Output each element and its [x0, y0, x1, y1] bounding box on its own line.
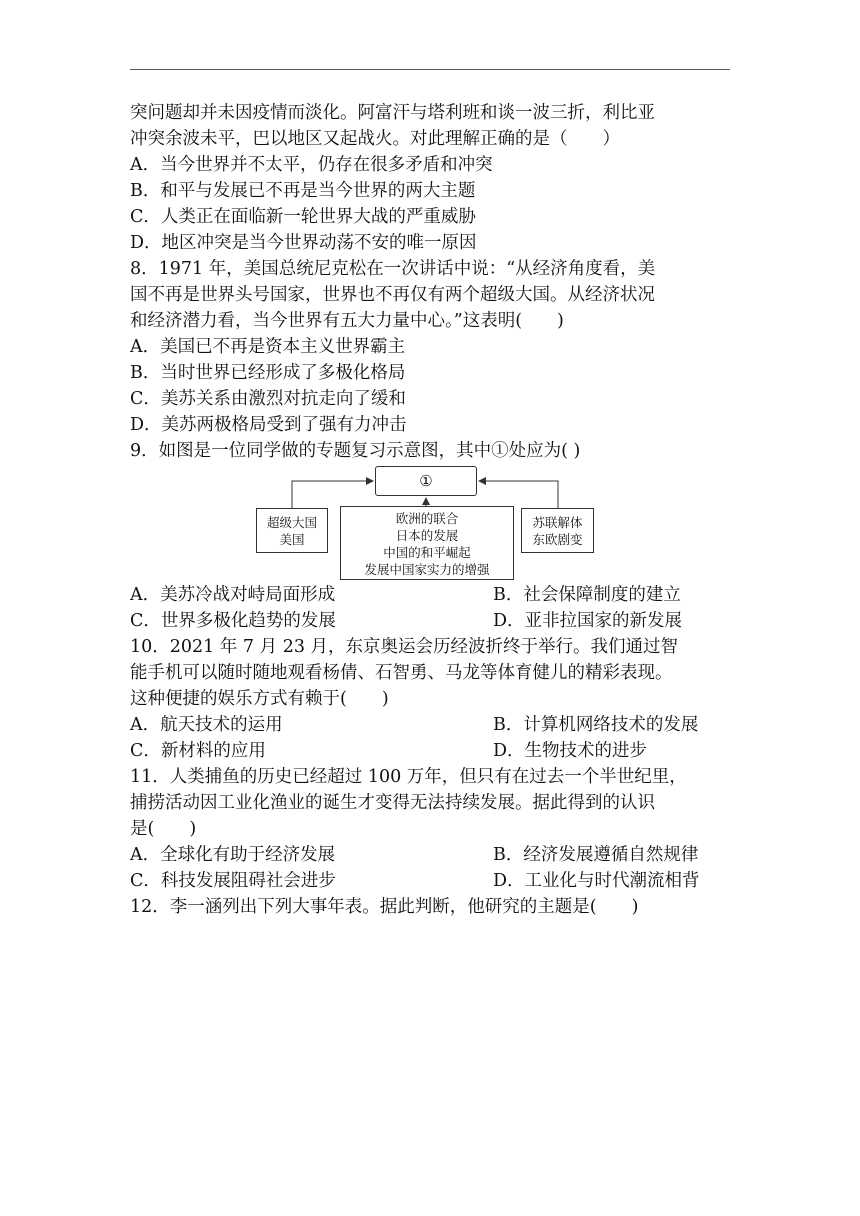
option-d: D．美苏两极格局受到了强有力冲击: [130, 415, 407, 435]
option-c: C．世界多极化趋势的发展: [130, 611, 336, 631]
option-d: D．亚非拉国家的新发展: [493, 611, 683, 631]
header-rule: [130, 69, 730, 70]
question-text-line: 能手机可以随时随地观看杨倩、石智勇、马龙等体育健儿的精彩表现。: [130, 663, 673, 683]
diagram-box-line: 欧洲的联合: [395, 511, 459, 526]
option-row: [130, 868, 730, 894]
question-text-line: 捕捞活动因工业化渔业的诞生才变得无法持续发展。据此得到的认识: [130, 793, 655, 813]
question-11: [130, 764, 730, 894]
question-text-line: 12．李一涵列出下列大事年表。据此判断，他研究的主题是( ): [130, 897, 639, 917]
question-text-line: 这种便捷的娱乐方式有赖于( ): [130, 689, 389, 709]
option-a: A．航天技术的运用: [130, 715, 283, 735]
option-row: [130, 582, 730, 608]
diagram-box-line: 中国的和平崛起: [383, 545, 471, 560]
diagram-box-line: 发展中国家实力的增强: [364, 562, 490, 577]
option-b: B．经济发展遵循自然规律: [493, 845, 699, 865]
option-a: A．美国已不再是资本主义世界霸主: [130, 337, 406, 357]
option-c: C．科技发展阻碍社会进步: [130, 871, 336, 891]
question-text-line: 9．如图是一位同学做的专题复习示意图，其中①处应为( ): [130, 441, 581, 461]
question-text-line: 和经济潜力看，当今世界有五大力量中心。”这表明( ): [130, 311, 564, 331]
question-text-line: 国不再是世界头号国家，世界也不再仅有两个超级大国。从经济状况: [130, 285, 655, 305]
question-text-line: 突问题却并未因疫情而淡化。阿富汗与塔利班和谈一波三折，利比亚: [130, 103, 655, 123]
arrow-right: [479, 481, 558, 508]
diagram-box-powers: [340, 506, 514, 580]
option-row: [130, 738, 730, 764]
review-diagram: [130, 464, 730, 582]
option-b: B．计算机网络技术的发展: [493, 715, 699, 735]
option-c: C．新材料的应用: [130, 741, 266, 761]
option-d: D．地区冲突是当今世界动荡不安的唯一原因: [130, 233, 477, 253]
option-row: [130, 608, 730, 634]
question-text-line: 是( ): [130, 819, 197, 839]
question-text-line: 8．1971 年，美国总统尼克松在一次讲话中说：“从经济角度看，美: [130, 259, 656, 279]
question-12: [130, 894, 730, 920]
option-a: A．全球化有助于经济发展: [130, 845, 336, 865]
question-text-line: 10．2021 年 7 月 23 月，东京奥运会历经波折终于举行。我们通过智: [130, 637, 679, 657]
diagram-box-line: 美国: [279, 532, 305, 547]
arrow-left: [292, 481, 373, 508]
option-row: [130, 712, 730, 738]
question-10: [130, 634, 730, 764]
question-text-line: 冲突余波未平，巴以地区又起战火。对此理解正确的是（ ）: [130, 129, 620, 149]
option-b: B．和平与发展已不再是当今世界的两大主题: [130, 181, 476, 201]
diagram-box-soviet: [521, 508, 594, 553]
diagram-box-line: 日本的发展: [395, 528, 459, 543]
option-a: A．当今世界并不太平，仍存在很多矛盾和冲突: [130, 155, 493, 175]
diagram-box-answer: ①: [375, 466, 477, 496]
option-d: D．工业化与时代潮流相背: [493, 871, 700, 891]
option-b: B．当时世界已经形成了多极化格局: [130, 363, 406, 383]
option-c: C．人类正在面临新一轮世界大战的严重威胁: [130, 207, 476, 227]
option-b: B．社会保障制度的建立: [493, 585, 681, 605]
question-text-line: 11．人类捕鱼的历史已经超过 100 万年，但只有在过去一个半世纪里，: [130, 767, 687, 787]
exam-content: [130, 100, 730, 920]
diagram-box-superpower: [256, 508, 328, 553]
option-d: D．生物技术的进步: [493, 741, 648, 761]
option-row: [130, 842, 730, 868]
question-8: [130, 256, 730, 438]
question-7: [130, 100, 730, 256]
option-a: A．美苏冷战对峙局面形成: [130, 585, 336, 605]
question-9: [130, 438, 730, 634]
option-c: C．美苏关系由激烈对抗走向了缓和: [130, 389, 406, 409]
diagram-box-line: 苏联解体: [532, 515, 583, 530]
diagram-box-line: 东欧剧变: [532, 532, 583, 547]
diagram-box-line: 超级大国: [266, 515, 317, 530]
